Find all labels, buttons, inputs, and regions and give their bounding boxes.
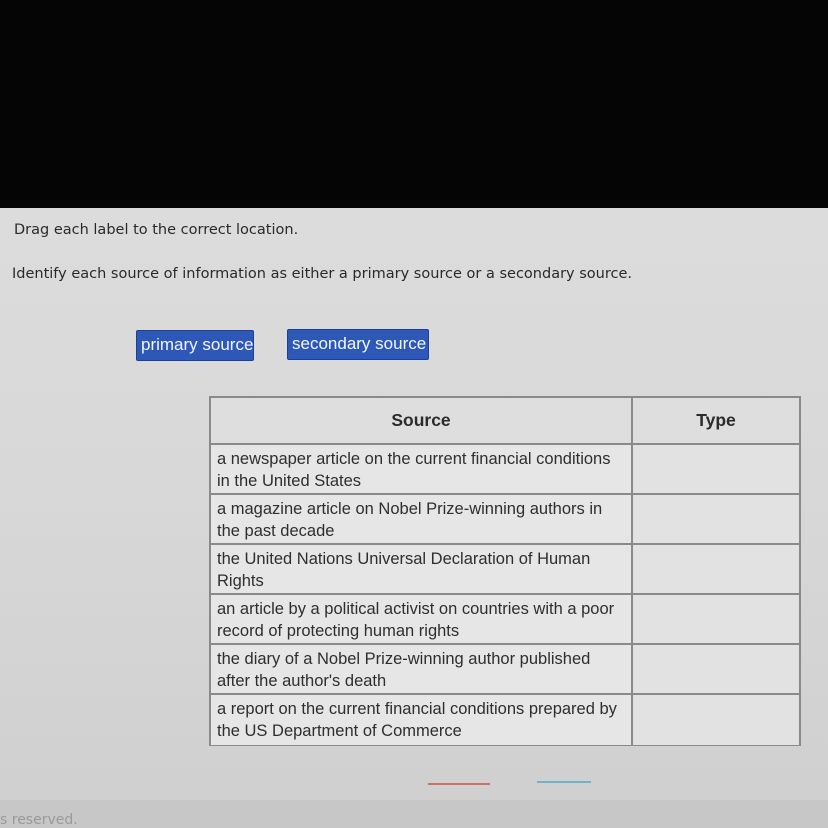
- type-drop-target[interactable]: [633, 695, 799, 745]
- type-drop-target[interactable]: [633, 645, 799, 693]
- footer-bar: [0, 800, 828, 828]
- label-secondary-source[interactable]: secondary source: [287, 329, 429, 360]
- type-drop-target[interactable]: [633, 445, 799, 493]
- source-type-table: [209, 396, 801, 746]
- reset-button-underline[interactable]: [428, 783, 490, 785]
- photo-dark-area: [0, 0, 828, 208]
- table-row: [211, 695, 799, 745]
- next-button-underline[interactable]: [537, 781, 591, 783]
- source-cell: a magazine article on Nobel Prize-winning authors in the past decade: [211, 495, 633, 543]
- header-source: Source: [211, 398, 633, 443]
- instruction-identify: Identify each source of information as either a primary source or a secondary source.: [12, 266, 632, 282]
- header-type: Type: [633, 398, 799, 443]
- source-cell: an article by a political activist on countries with a poor record of protecting human rights: [211, 595, 633, 643]
- type-drop-target[interactable]: [633, 595, 799, 643]
- footer-copyright: s reserved.: [0, 812, 78, 828]
- table-row: [211, 545, 799, 595]
- instruction-drag: Drag each label to the correct location.: [14, 222, 299, 238]
- source-cell: a report on the current financial conditions prepared by the US Department of Commerce: [211, 695, 633, 745]
- type-drop-target[interactable]: [633, 545, 799, 593]
- table-row: [211, 445, 799, 495]
- question-screen: [0, 208, 828, 828]
- table-row: [211, 495, 799, 545]
- source-cell: the diary of a Nobel Prize-winning author published after the author's death: [211, 645, 633, 693]
- table-row: [211, 595, 799, 645]
- table-row: [211, 645, 799, 695]
- source-cell: the United Nations Universal Declaration of Human Rights: [211, 545, 633, 593]
- label-primary-source[interactable]: primary source: [136, 330, 254, 361]
- source-cell: a newspaper article on the current financial conditions in the United States: [211, 445, 633, 493]
- type-drop-target[interactable]: [633, 495, 799, 543]
